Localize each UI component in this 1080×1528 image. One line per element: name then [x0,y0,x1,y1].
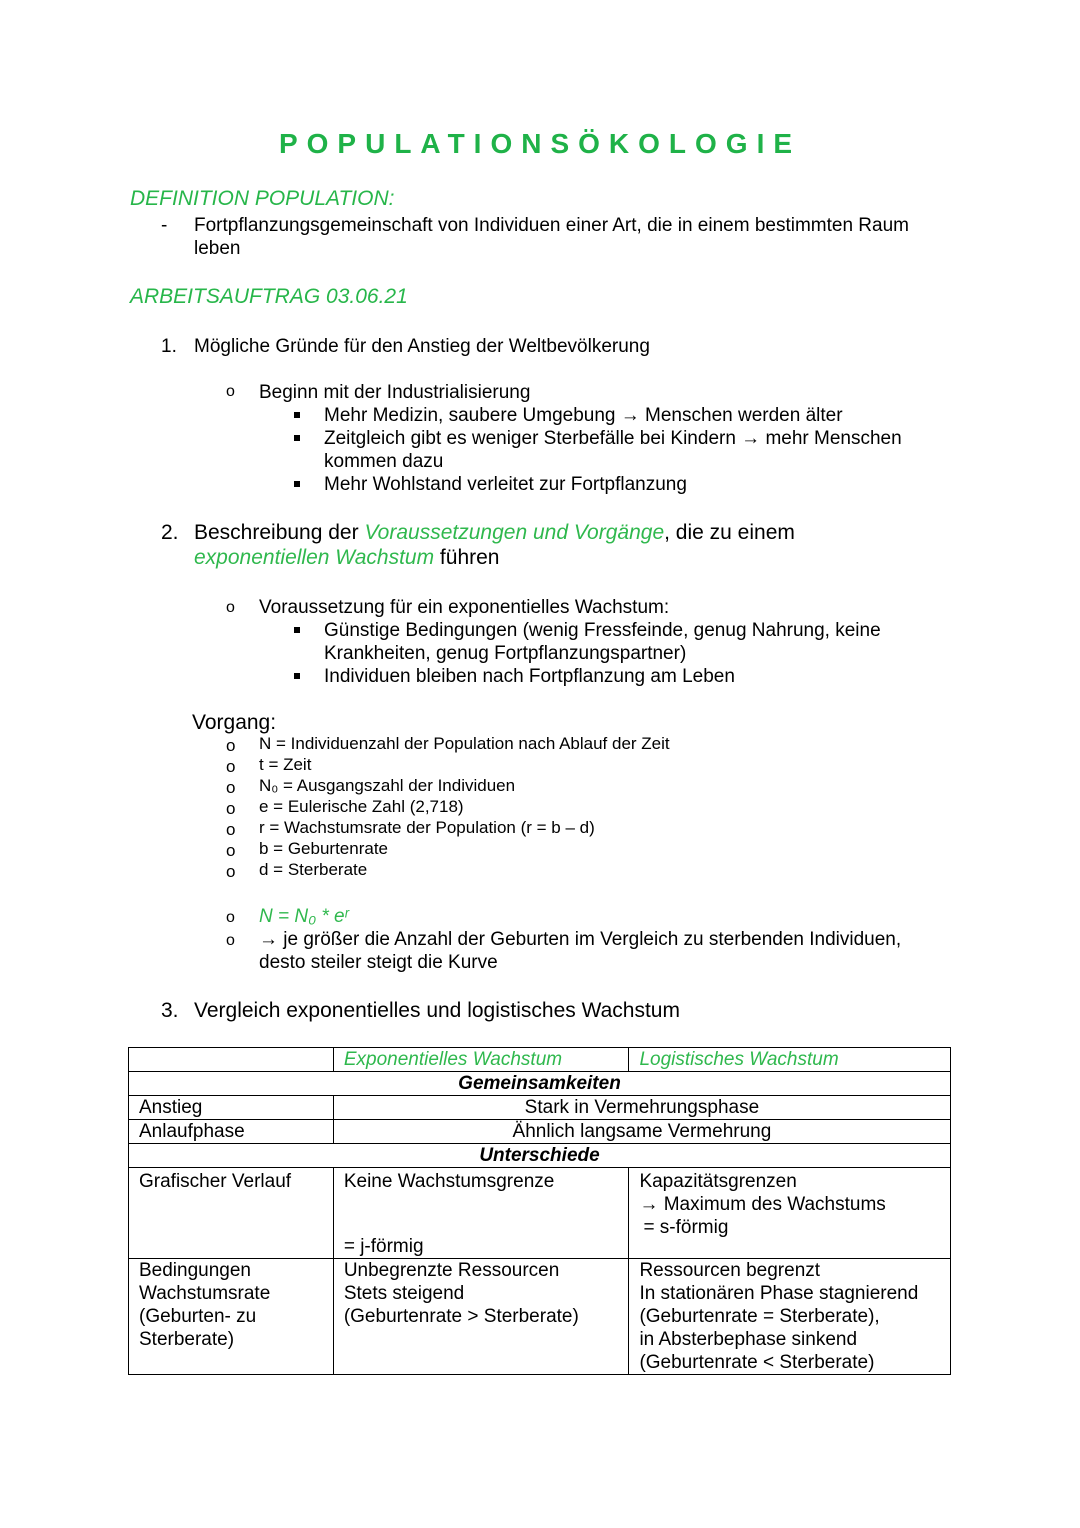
item2-title-a: Beschreibung der [194,521,365,544]
task-heading: ARBEITSAUFTRAG 03.06.21 [130,285,408,308]
log-rate-2: (Geburtenrate = Sterberate), [639,1306,880,1327]
item2-title-e: führen [434,546,500,569]
conclusion-line-2: desto steiler steigt die Kurve [259,952,498,973]
col-header-logistic: Logistisches Wachstum [629,1048,951,1072]
rate-label-cell [129,1259,334,1375]
log-rate-cell [629,1259,951,1375]
square-bullet-icon [294,627,300,633]
table-cell [129,1048,334,1072]
section-differences: Unterschiede [129,1144,951,1168]
circle-bullet-icon: o [226,736,236,755]
value-anstieg: Stark in Vermehrungsphase [333,1096,950,1120]
item2-number: 2. [161,521,179,544]
item1-point-2: Zeitgleich gibt es weniger Sterbefälle bei Kindern → mehr Menschen [324,428,902,449]
item2-point-1: Günstige Bedingungen (wenig Fressfeinde, genug Nahrung, keine [324,620,881,641]
row-label-rate-2: (Geburten- zu [139,1306,257,1327]
circle-bullet-icon: o [226,778,236,797]
item1-number: 1. [161,336,177,357]
row-label-anstieg: Anstieg [129,1096,334,1120]
page-title: POPULATIONSÖKOLOGIE [278,128,802,159]
exp-rate-cell [333,1259,629,1375]
log-rate-3: in Absterbephase sinkend [639,1329,858,1350]
table-section-row [129,1072,951,1096]
square-bullet-icon [294,673,300,679]
log-verlauf-1: Kapazitätsgrenzen [639,1171,797,1192]
item1-point-2-cont: kommen dazu [324,451,444,472]
table-section-row [129,1144,951,1168]
definition-line-2: leben [194,238,241,259]
exp-verlauf-2: = j-förmig [343,1236,424,1257]
var-n: N = Individuenzahl der Population nach Ablauf der Zeit [259,734,670,753]
circle-bullet-icon: o [226,599,235,616]
circle-bullet-icon: o [226,799,236,818]
vorgang-label: Vorgang: [192,711,277,734]
exp-rate-1: Stets steigend [343,1283,465,1304]
var-d: d = Sterberate [259,860,368,879]
item2-title-line-2 [194,545,499,570]
row-label-rate-3: Sterberate) [139,1329,235,1350]
var-r: r = Wachstumsrate der Population (r = b – d) [259,818,595,837]
row-label-rate-1: Wachstumsrate [139,1283,271,1304]
row-label-verlauf: Grafischer Verlauf [129,1168,334,1259]
var-e: e = Eulerische Zahl (2,718) [259,797,464,816]
var-n0: N₀ = Ausgangszahl der Individuen [259,776,516,795]
item2-title-b: Voraussetzungen und Vorgänge [364,521,665,544]
section-common: Gemeinsamkeiten [129,1072,951,1096]
log-verlauf-2: → Maximum des Wachstums [639,1194,886,1215]
value-anlaufphase: Ähnlich langsame Vermehrung [333,1120,950,1144]
square-bullet-icon [294,481,300,487]
definition-line-1: Fortpflanzungsgemeinschaft von Individuen einer Art, die in einem bestimmten Raum [194,215,909,236]
log-rate-1: In stationären Phase stagnierend [639,1283,919,1304]
square-bullet-icon [294,435,300,441]
table-row [129,1096,951,1120]
item2-title-d: exponentiellen Wachstum [194,546,435,569]
row-label-anlaufphase: Anlaufphase [129,1120,334,1144]
var-t: t = Zeit [259,755,312,774]
table-row [129,1259,951,1375]
item2-point-1-cont: Krankheiten, genug Fortpflanzungspartner) [324,643,687,664]
item3-title: Vergleich exponentielles und logistisches Wachstum [194,999,680,1022]
item1-point-1: Mehr Medizin, saubere Umgebung → Menschen werden älter [324,405,843,426]
item2-title-c: , die zu einem [664,521,795,544]
square-bullet-icon [294,412,300,418]
item1-sub: Beginn mit der Industrialisierung [259,382,531,403]
item2-title [194,520,795,545]
item1-point-3: Mehr Wohlstand verleitet zur Fortpflanzung [324,474,687,495]
circle-bullet-icon: o [226,909,235,926]
circle-bullet-icon: o [226,932,235,949]
circle-bullet-icon: o [226,757,236,776]
item1-title: Mögliche Gründe für den Anstieg der Weltbevölkerung [194,336,650,357]
circle-bullet-icon: o [226,862,236,881]
growth-formula: N = N₀ * eʳ [259,906,349,927]
table-row [129,1168,951,1259]
exp-bedingungen: Unbegrenzte Ressourcen [343,1260,560,1281]
log-bedingungen: Ressourcen begrenzt [639,1260,821,1281]
exp-rate-2: (Geburtenrate > Sterberate) [343,1306,579,1327]
circle-bullet-icon: o [226,841,236,860]
col-header-exponential: Exponentielles Wachstum [333,1048,629,1072]
definition-heading: DEFINITION POPULATION: [130,187,395,210]
exp-verlauf-1: Keine Wachstumsgrenze [343,1171,555,1192]
comparison-table [128,1047,951,1375]
item2-point-2: Individuen bleiben nach Fortpflanzung am Leben [324,666,735,687]
table-header-row [129,1048,951,1072]
conclusion-line-1: → je größer die Anzahl der Geburten im Vergleich zu sterbenden Individuen, [259,929,902,950]
exp-verlauf-cell [333,1168,629,1259]
var-b: b = Geburtenrate [259,839,389,858]
log-verlauf-3: = s-förmig [643,1217,729,1238]
item3-number: 3. [161,999,179,1022]
row-label-bedingungen: Bedingungen [139,1260,251,1281]
log-verlauf-cell [629,1168,951,1259]
circle-bullet-icon: o [226,383,235,400]
definition-dash: - [161,215,168,236]
log-rate-4: (Geburtenrate < Sterberate) [639,1352,875,1373]
item2-sub: Voraussetzung für ein exponentielles Wachstum: [259,597,670,618]
table-row [129,1120,951,1144]
circle-bullet-icon: o [226,820,236,839]
